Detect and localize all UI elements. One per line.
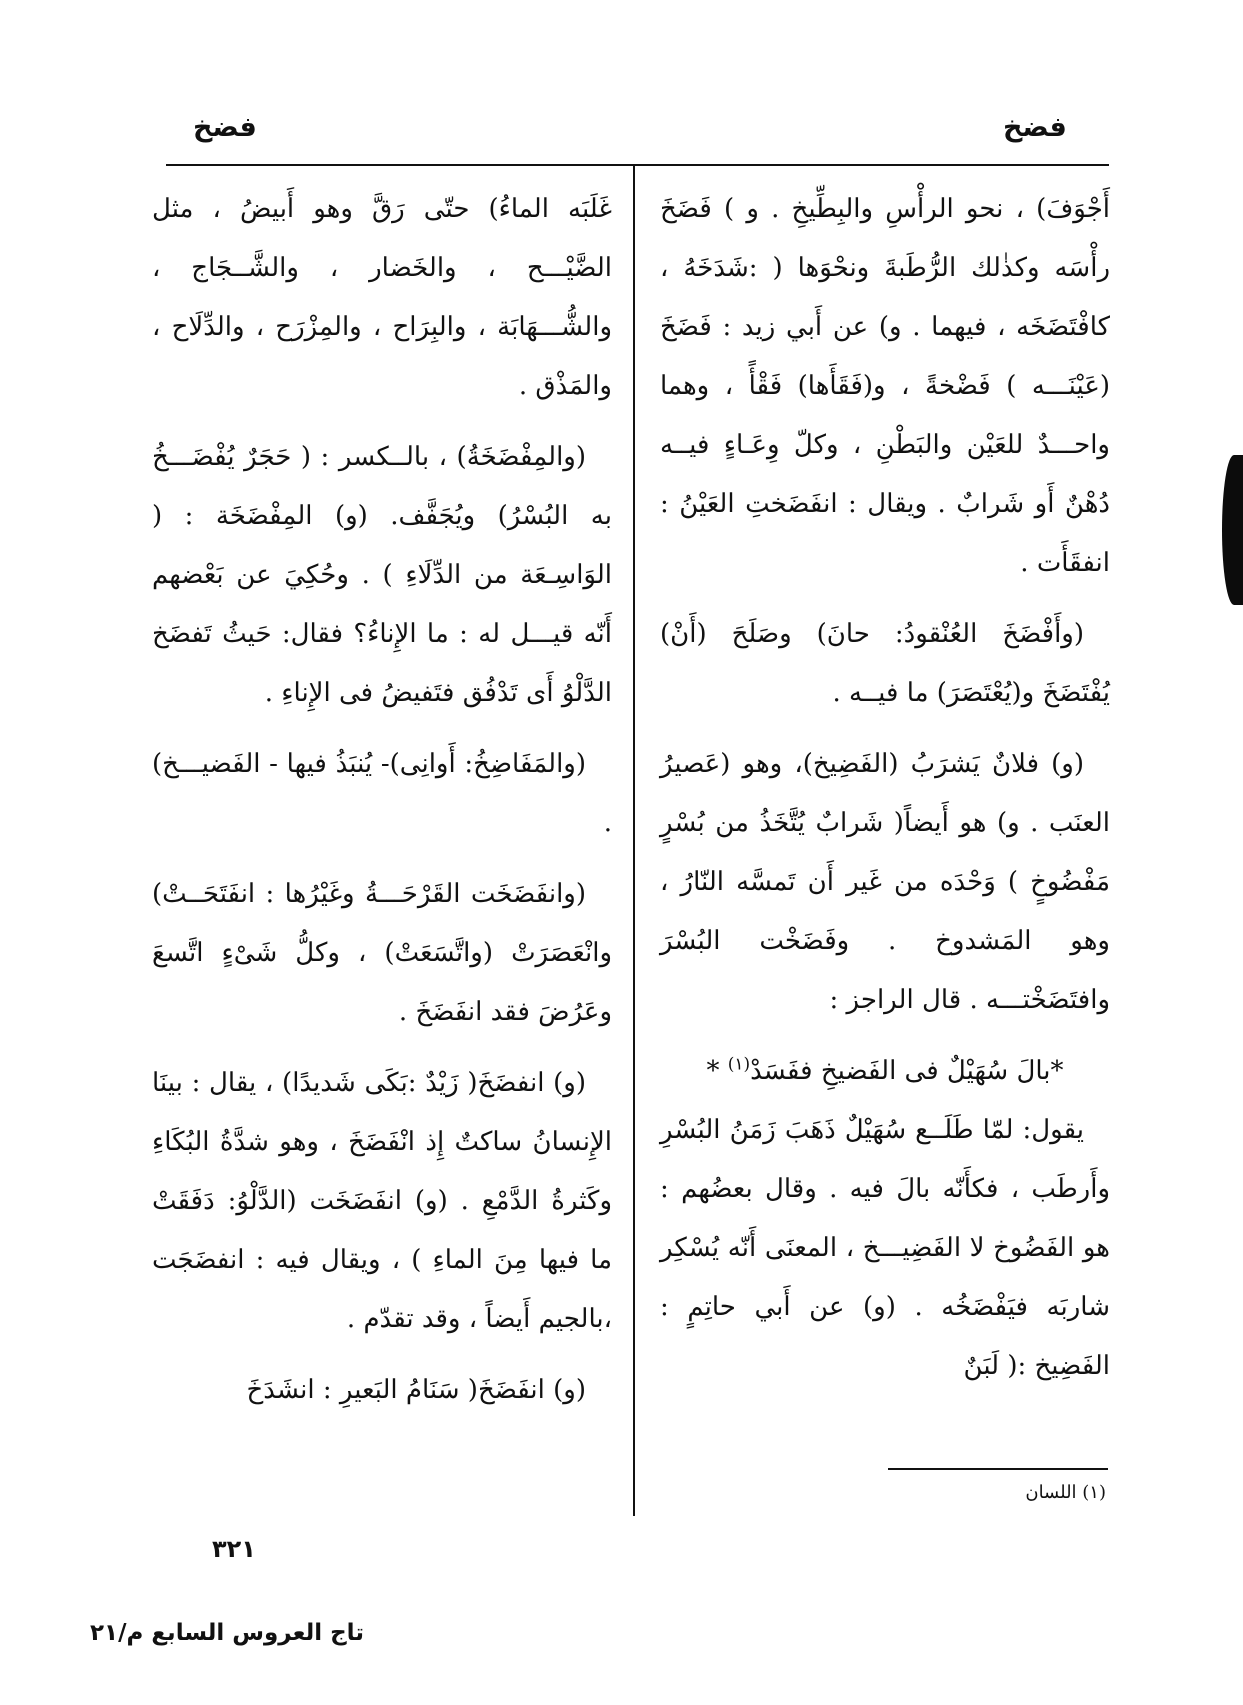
left-column xyxy=(152,180,612,1420)
right-paragraph-3: (و) فلانٌ يَشرَبُ (الفَضِيخ)، وهو (عَصيرُ العنَب . و) هو أَيضاً( شَرابٌ يُتَّخَذُ من بُسْرٍ مَفْضُوخٍ ) وَحْدَه من غَير أَن تَمسَّه النّارُ ، وهو المَشدوخ . وفَضَخْت البُسْرَ وافتَضَخْتـــه . قال الراجز : xyxy=(660,749,1110,1015)
poetry-verse xyxy=(660,1042,1110,1101)
right-paragraph-4: يقول: لمّا طَلَــع سُهَيْلٌ ذَهَبَ زَمَنُ البُسْرِ وأَرطَب ، فكأَنّه بالَ فيه . وقال بعضُهم : هو الفَضُوخ لا الفَضِيـــخ ، المعنَى أَنّه يُسْكِر شاربَه فيَفْضَخُه . (و) عن أَبي حاتِمٍ : الفَضِيخ :( لَبَنٌ xyxy=(660,1115,1110,1381)
footnote: (١) اللسان xyxy=(1025,1482,1106,1503)
column-divider xyxy=(633,166,635,1516)
header-rule xyxy=(166,164,1109,166)
book-volume-footer: تاج العروس السابع م/٢١ xyxy=(90,1620,364,1646)
footnote-reference: (١) xyxy=(727,1054,751,1075)
right-running-head: فضخ xyxy=(1003,112,1067,143)
right-paragraph-2: (وأَفْضَخَ العُنْقودُ: حانَ) وصَلَحَ (أَنْ) يُفْتَضَخَ و(يُعْتَصَرَ) ما فيــه . xyxy=(660,619,1110,708)
verse-end-star: * xyxy=(706,1056,720,1086)
footnote-rule xyxy=(888,1468,1108,1470)
left-paragraph-6: (و) انفَضَخَ( سَنَامُ البَعيرِ : انشَدَخَ xyxy=(246,1375,586,1405)
verse-text: *بالَ سُهَيْلٌ فى الفَضيخِ ففَسَدْ xyxy=(750,1056,1064,1086)
left-paragraph-4: (وانفَضَخَت القَرْحَـــةُ وغَيْرُها : انفَتَحَــتْ) وانْعَصَرَتْ (واتَّسَعَتْ) ، وكلُّ شَىْءٍ اتَّسعَ وعَرُضَ فقد انفَضَخَ . xyxy=(152,879,612,1027)
right-column xyxy=(660,180,1110,1396)
left-paragraph-2: (والمِفْضَخَةُ) ، بالــكسر : ( حَجَرٌ يُفْضَـــخُ به البُسْرُ) ويُجَفَّف. (و) المِفْضَخَة : ( الوَاسِـعَة من الدِّلَاءِ ) . وحُكِيَ عن بَعْضهم أَنّه قيـــل له : ما الإِناءُ؟ فقال: حَيثُ تَفضَخ الدَّلْوُ أَى تَدْفُق فتَفيضُ فى الإِناءِ . xyxy=(152,442,612,708)
page-number: ٣٢١ xyxy=(212,1535,256,1563)
left-paragraph-5: (و) انفضَخَ( زَيْدٌ :بَكَى شَديدًا) ، يقال : بينَا الإِنسانُ ساكتٌ إِذ انْفَضَخَ ، وهو شدَّةُ البُكَاءِ وكَثرةُ الدَّمْعِ . (و) انفَضَخَت (الدَّلْوُ: دَفَقَتْ ما فيها مِنَ الماءِ ) ، ويقال فيه : انفضَجَت ،بالجيم أَيضاً ، وقد تقدّم . xyxy=(152,1068,612,1334)
left-paragraph-1: غَلَبَه الماءُ) حتّى رَقَّ وهو أَبيضُ ، مثل الضَّيْـــح ، والخَضار ، والشَّــجَاج ، والشُّـــهَابَة ، والبِرَاح ، والمِزْرَح ، والدِّلَاح ، والمَذْق . xyxy=(152,194,612,401)
scan-edge-mark xyxy=(1222,455,1243,605)
left-paragraph-3: (والمَفَاضِخُ: أَوانِى)- يُنبَذُ فيها - الفَضيـــخ) . xyxy=(152,749,612,838)
right-paragraph-1: أَجْوَفَ) ، نحو الرأْسِ والبِطِّيخِ . و ) فَضَخَ رأْسَه وكذٰلك الرُّطَبةَ ونحْوَها ( :شَدَخَهُ ، كافْتَضَخَه ، فيهما . و) عن أَبي زيد : فَضَخَ (عَيْنَـــه ) فَضْخةً ، و(فَقَأَها) فَقْأً ، وهما واحـــدٌ للعَيْن والبَطْنِ ، وكلّ وِعَـاءٍ فيــه دُهْنٌ أَو شَرابٌ . ويقال : انفَضَختِ العَيْنُ : انفقَأَت . xyxy=(660,194,1110,578)
left-running-head: فضخ xyxy=(193,112,257,143)
